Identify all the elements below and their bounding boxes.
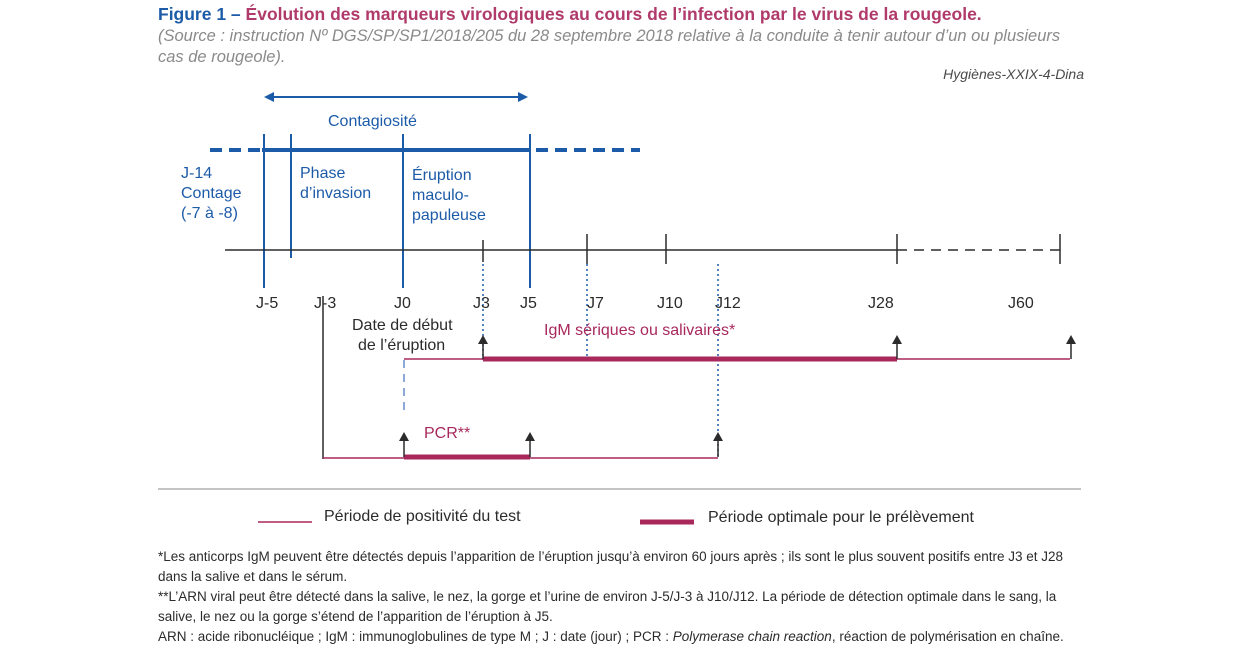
footnote-igm: *Les anticorps IgM peuvent être détectés depuis l’apparition de l’éruption jusqu’à environ 60 jours après ; ils sont le plus souvent positifs entre J3 et J28 dans la salive et dans le sérum. bbox=[158, 549, 1064, 584]
tick-label-j10: J10 bbox=[657, 295, 683, 312]
figure-credit: Hygiènes-XXIX-4-Dina bbox=[943, 66, 1084, 82]
tick-label-j-5: J-5 bbox=[256, 295, 279, 312]
footnote-abbrev-end: , réaction de polymérisation en chaîne. bbox=[831, 629, 1064, 644]
igm-arrowhead-j60 bbox=[1066, 335, 1076, 344]
igm-arrowhead-j28 bbox=[892, 335, 902, 344]
footnote-abbrev-italic: Polymerase chain reaction bbox=[672, 629, 832, 644]
tick-label-j5: J5 bbox=[520, 295, 537, 312]
pcr-arrowhead-j0 bbox=[399, 432, 409, 441]
contage-label-line1: J-14 bbox=[181, 165, 213, 182]
eruption-start-label-line1: Date de début bbox=[352, 317, 453, 334]
legend-optimal-label: Période optimale pour le prélèvement bbox=[708, 509, 974, 526]
tick-label-j0: J0 bbox=[394, 295, 411, 312]
footnote-arn: **L’ARN viral peut être détecté dans la salive, le nez, la gorge et l’urine de environ J-5/J-3 à J10/J12. La période de détection optimale dans le sang, la salive, le nez ou la gorge s’étend de l’apparition de l’éruption à J5. bbox=[158, 589, 1057, 624]
tick-label-j60: J60 bbox=[1008, 295, 1034, 312]
contage-label-line3: (-7 à -8) bbox=[181, 205, 238, 222]
pcr-arrowhead-j5 bbox=[525, 432, 535, 441]
legend-positivity-label: Période de positivité du test bbox=[324, 508, 521, 525]
figure-number: Figure 1 – bbox=[158, 4, 241, 24]
figure-source: (Source : instruction Nº DGS/SP/SP1/2018/205 du 28 septembre 2018 relative à la conduite à tenir autour d’un ou plusieurs cas de rougeole). bbox=[158, 27, 1061, 66]
invasion-phase-label-line2: d’invasion bbox=[300, 185, 372, 202]
pcr-arrowhead-j12 bbox=[713, 432, 723, 441]
eruption-start-label-line2: de l’éruption bbox=[358, 337, 446, 354]
eruption-label-line3: papuleuse bbox=[412, 207, 486, 224]
tick-label-j12: J12 bbox=[715, 295, 741, 312]
igm-arrowhead-j3 bbox=[478, 335, 488, 344]
figure-title-text: Évolution des marqueurs virologiques au cours de l’infection par le virus de la rougeole. bbox=[240, 4, 982, 24]
contagiosity-label: Contagiosité bbox=[328, 113, 417, 130]
footnote-abbrev-plain: ARN : acide ribonucléique ; IgM : immunoglobulines de type M ; J : date (jour) ; PCR : bbox=[158, 629, 673, 644]
tick-label-j-3: J-3 bbox=[314, 295, 337, 312]
tick-label-j28: J28 bbox=[868, 295, 894, 312]
invasion-phase-label-line1: Phase bbox=[300, 165, 346, 182]
tick-label-j7: J7 bbox=[587, 295, 604, 312]
contage-label-line2: Contage bbox=[181, 185, 242, 202]
tick-label-j3: J3 bbox=[473, 295, 490, 312]
igm-label: IgM sériques ou salivaires* bbox=[544, 322, 736, 339]
pcr-label: PCR** bbox=[424, 425, 471, 442]
eruption-label-line2: maculo- bbox=[412, 187, 469, 204]
eruption-label-line1: Éruption bbox=[412, 167, 472, 184]
footnote-abbreviations bbox=[158, 627, 1083, 647]
footnotes bbox=[158, 547, 1083, 647]
